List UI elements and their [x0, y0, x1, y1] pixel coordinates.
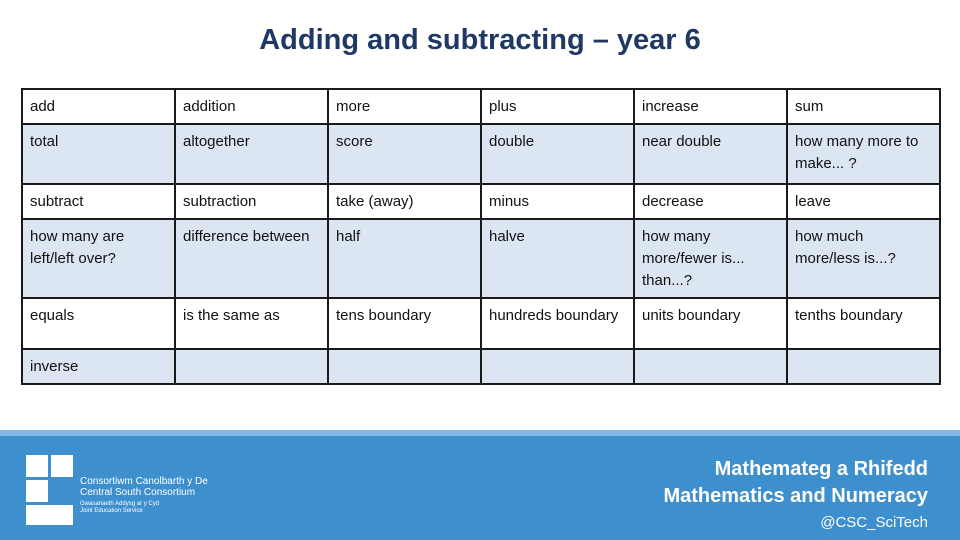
- table-cell: how many are left/left over?: [22, 219, 175, 298]
- table-cell: [481, 349, 634, 384]
- footer-stripe: [0, 430, 960, 436]
- table-cell: half: [328, 219, 481, 298]
- table-cell: units boundary: [634, 298, 787, 349]
- page-title: Adding and subtracting – year 6: [259, 24, 701, 56]
- table-cell: add: [22, 89, 175, 124]
- table-row: [22, 124, 940, 184]
- table-cell: leave: [787, 184, 940, 219]
- table-cell: difference between: [175, 219, 328, 298]
- table-cell: [634, 349, 787, 384]
- table-cell: how many more/fewer is... than...?: [634, 219, 787, 298]
- table-row: [22, 298, 940, 349]
- table-row: [22, 184, 940, 219]
- table-cell: total: [22, 124, 175, 184]
- logo-line-english: Central South Consortium: [80, 487, 196, 498]
- table-cell: more: [328, 89, 481, 124]
- table-cell: how much more/less is...?: [787, 219, 940, 298]
- table-cell: tens boundary: [328, 298, 481, 349]
- table-cell: equals: [22, 298, 175, 349]
- table-cell: near double: [634, 124, 787, 184]
- table-cell: subtract: [22, 184, 175, 219]
- consortium-logo: [26, 455, 76, 525]
- table-row: [22, 89, 940, 124]
- table-cell: inverse: [22, 349, 175, 384]
- table-cell: double: [481, 124, 634, 184]
- table-row: [22, 219, 940, 298]
- table-cell: increase: [634, 89, 787, 124]
- logo-text: [80, 476, 208, 515]
- vocabulary-table: [21, 88, 941, 385]
- table-cell: decrease: [634, 184, 787, 219]
- table-cell: how many more to make... ?: [787, 124, 940, 184]
- logo-subline-welsh: Gwasanaeth Addysg ar y Cyd: [80, 501, 160, 507]
- table-cell: minus: [481, 184, 634, 219]
- table-cell: [175, 349, 328, 384]
- table-cell: [328, 349, 481, 384]
- table-cell: subtraction: [175, 184, 328, 219]
- brand-block: [663, 456, 928, 534]
- brand-english: Mathematics and Numeracy: [663, 485, 928, 507]
- logo-line-welsh: Consortiwm Canolbarth y De: [80, 476, 208, 487]
- table-cell: addition: [175, 89, 328, 124]
- table-cell: [787, 349, 940, 384]
- logo-subline-english: Joint Education Service: [80, 508, 143, 514]
- table-cell: altogether: [175, 124, 328, 184]
- table-cell: sum: [787, 89, 940, 124]
- table-row: [22, 349, 940, 384]
- table-cell: hundreds boundary: [481, 298, 634, 349]
- table-cell: score: [328, 124, 481, 184]
- table-cell: tenths boundary: [787, 298, 940, 349]
- brand-welsh: Mathemateg a Rhifedd: [714, 458, 928, 480]
- table-cell: halve: [481, 219, 634, 298]
- table-cell: take (away): [328, 184, 481, 219]
- table-cell: is the same as: [175, 298, 328, 349]
- table-cell: plus: [481, 89, 634, 124]
- social-handle: @CSC_SciTech: [820, 514, 928, 531]
